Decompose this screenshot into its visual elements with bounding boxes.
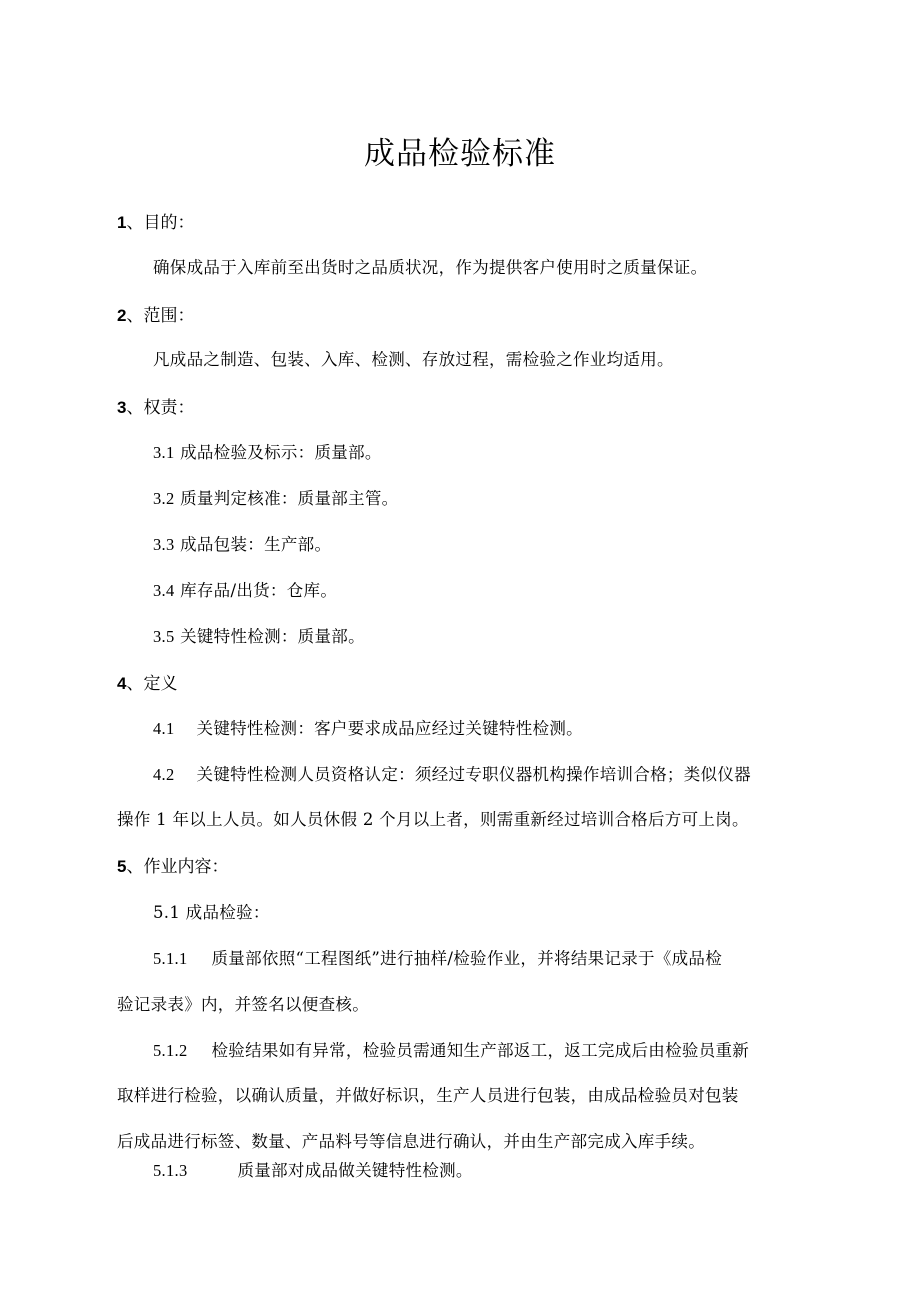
section-4-heading [117,669,177,694]
list-item [153,715,583,739]
item-text-continuation: 验记录表》内，并签名以便查核。 [117,995,369,1014]
section-2-body: 凡成品之制造、包装、入库、检测、存放过程，需检验之作业均适用。 [153,350,674,369]
item-text: 质量部依照“工程图纸”进行抽样/检验作业，并将结果记录于《成品检 [211,949,723,968]
document-title: 成品检验标准 [364,136,556,172]
section-5-heading [117,852,228,877]
section-2-heading [117,301,194,326]
item-number: 4.2 [153,765,175,784]
item-number: 3.3 [153,535,175,554]
section-number: 4 [117,674,127,693]
item-number: 3.1 [153,443,175,462]
item-number: 3.2 [153,489,175,508]
section-number: 1 [117,213,127,232]
item-number: 5.1.1 [153,949,188,968]
item-text: 成品检验及标示：质量部。 [180,443,382,462]
section-1-heading [117,208,194,233]
list-item [153,1037,749,1061]
section-number: 3 [117,398,127,417]
list-item [153,531,331,555]
item-number: 3.5 [153,627,175,646]
item-text: 成品包装：生产部。 [180,535,332,554]
item-number: 5.1.2 [153,1041,188,1060]
list-item [153,945,722,969]
item-text: 关键特性检测：客户要求成品应经过关键特性检测。 [196,719,583,738]
subsection-heading: 5.1 成品检验： [153,903,270,922]
item-text-continuation: 后成品进行标签、数量、产品料号等信息进行确认，并由生产部完成入库手续。 [117,1132,705,1151]
section-heading-text: 、作业内容： [126,857,229,877]
list-item [153,577,337,601]
list-item [153,485,398,509]
list-item [153,439,382,463]
item-text: 质量部对成品做关键特性检测。 [237,1161,473,1180]
section-heading-text: 、定义 [126,674,178,694]
section-3-heading [117,393,194,418]
section-heading-text: 、权责： [126,398,195,418]
item-text: 库存品/出货：仓库。 [180,581,338,600]
section-number: 5 [117,857,127,876]
item-number: 4.1 [153,719,175,738]
section-heading-text: 、范围： [126,306,195,326]
section-1-body: 确保成品于入库前至出货时之品质状况，作为提供客户使用时之质量保证。 [153,258,708,277]
list-item [153,623,365,647]
section-number: 2 [117,306,127,325]
list-item [153,761,751,785]
item-text: 质量判定核准：质量部主管。 [180,489,399,508]
item-number: 3.4 [153,581,175,600]
section-heading-text: 、目的： [126,213,195,233]
item-number: 5.1.3 [153,1161,188,1180]
item-text-continuation: 取样进行检验，以确认质量，并做好标识，生产人员进行包装，由成品检验员对包装 [117,1086,739,1105]
item-text: 检验结果如有异常，检验员需通知生产部返工，返工完成后由检验员重新 [211,1041,750,1060]
item-text-continuation: 操作 1 年以上人员。如人员休假 2 个月以上者，则需重新经过培训合格后方可上岗。 [117,810,749,829]
item-text: 关键特性检测人员资格认定：须经过专职仪器机构操作培训合格；类似仪器 [196,765,751,784]
list-item [153,1157,473,1181]
item-text: 关键特性检测：质量部。 [180,627,365,646]
